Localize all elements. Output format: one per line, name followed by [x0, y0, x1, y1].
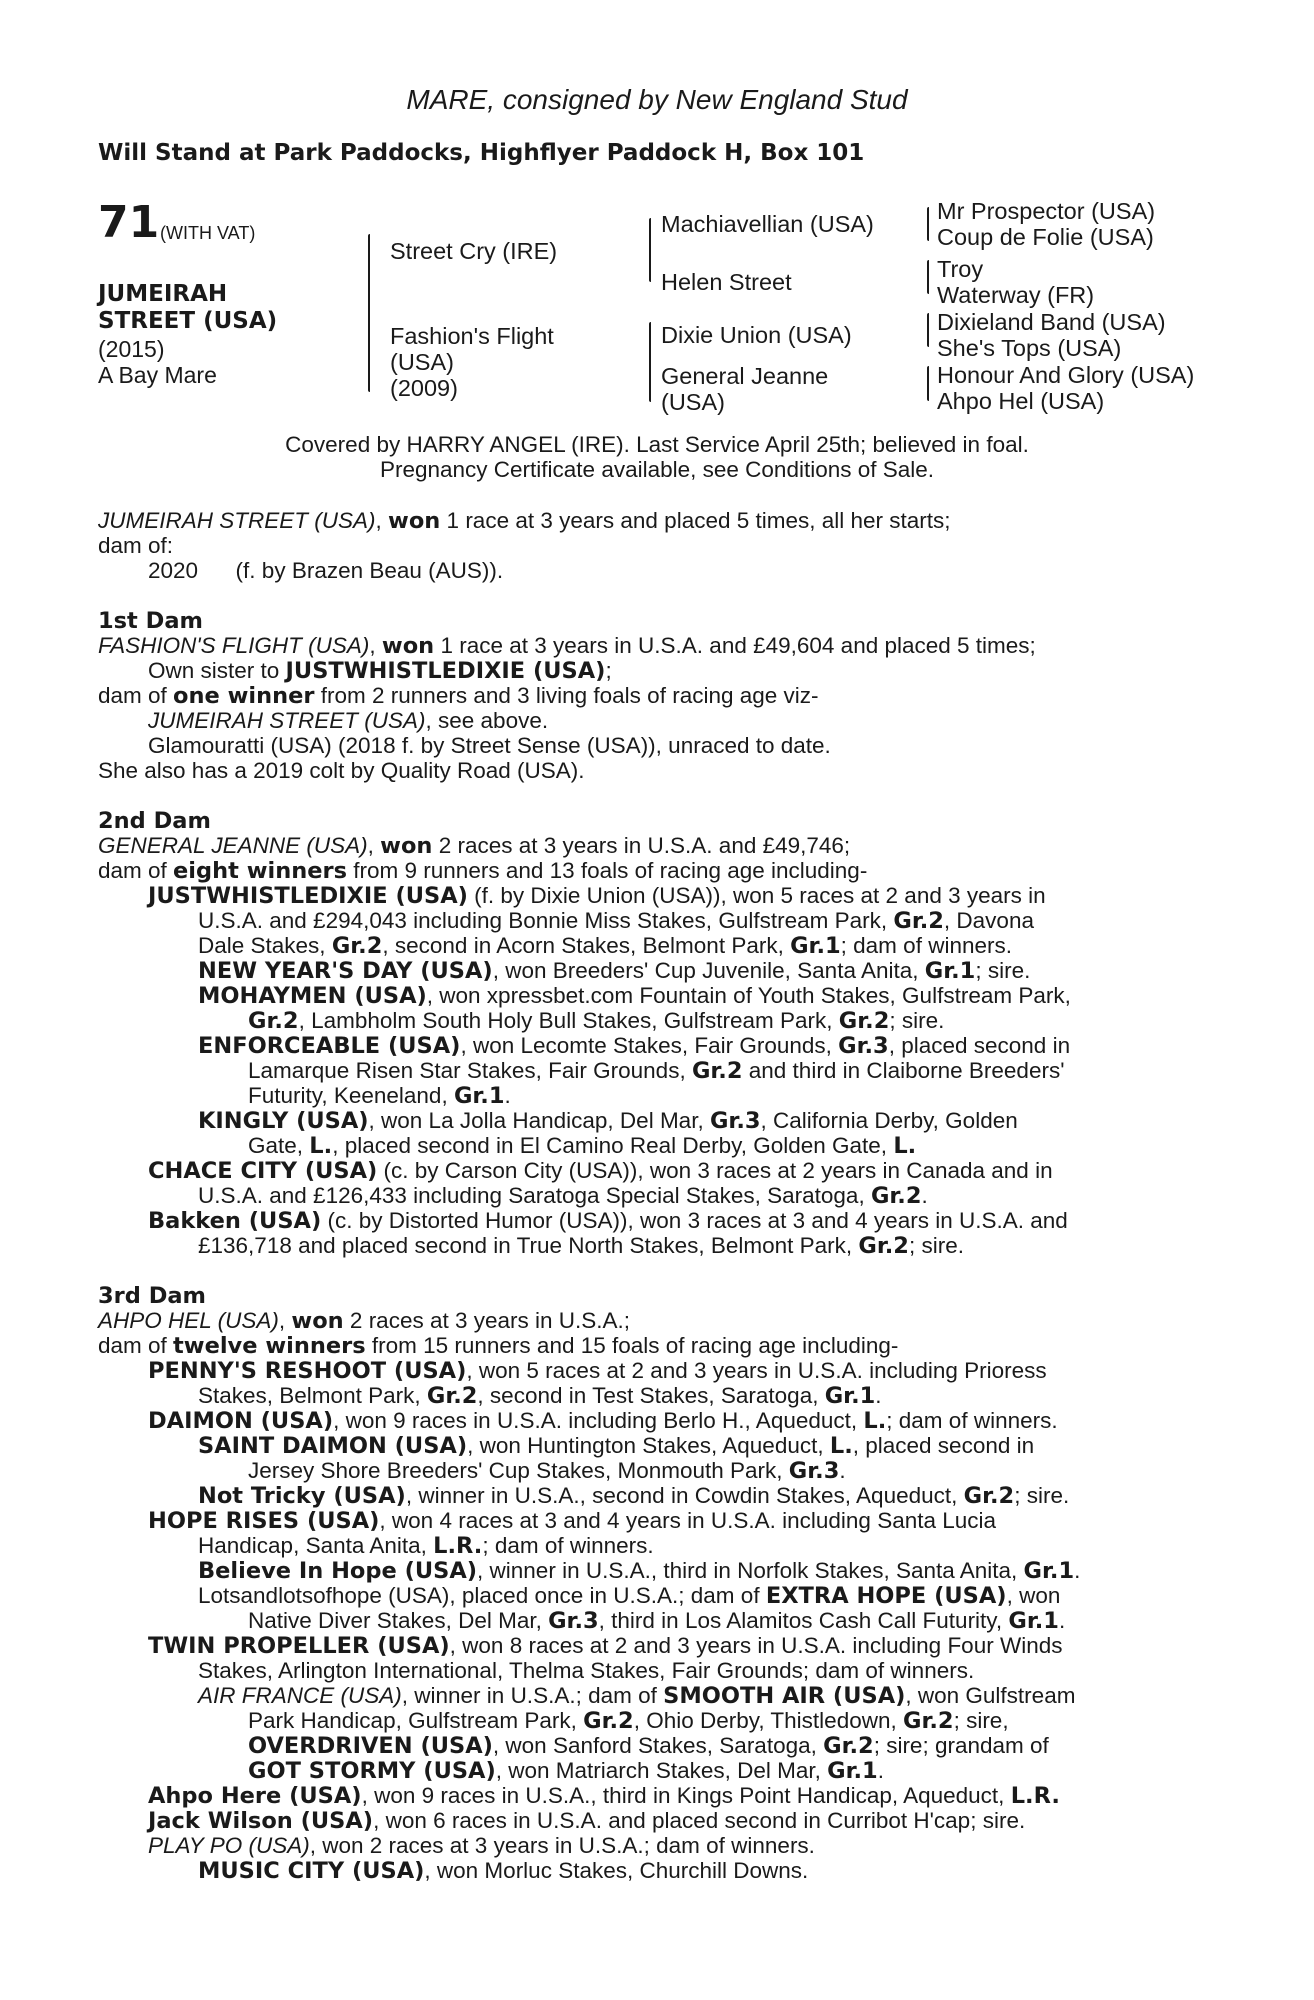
bold-text: L.R. — [433, 1533, 483, 1559]
text-segment: (c. by Carson City (USA)), won 3 races at 2 years in Canada and in — [377, 1158, 1053, 1183]
text-segment: . — [1058, 1608, 1066, 1633]
pedigree-brace-g5 — [927, 313, 929, 330]
text-segment: , second in Acorn Stakes, Belmont Park, — [382, 933, 791, 958]
text-segment: , — [278, 1308, 292, 1333]
body-line — [198, 1483, 1069, 1509]
pedigree-brace-dam-sire — [649, 322, 651, 362]
body-line — [198, 1858, 808, 1884]
text-segment: U.S.A. and £294,043 including Bonnie Miss Stakes, Gulfstream Park, — [198, 908, 894, 933]
body-line — [248, 1133, 916, 1159]
bold-text: PENNY'S RESHOOT (USA) — [148, 1358, 467, 1384]
bold-text: 2nd Dam — [98, 808, 211, 834]
bold-text: Gr.2 — [426, 1383, 478, 1409]
text-segment: , winner in U.S.A., third in Norfolk Stakes, Santa Anita, — [477, 1558, 1024, 1583]
pedigree-g8: Ahpo Hel (USA) — [937, 388, 1105, 414]
text-segment: Gate, — [248, 1133, 310, 1158]
pedigree-brace-dam — [368, 314, 370, 392]
body-line — [98, 533, 173, 558]
text-segment: . — [504, 1083, 511, 1108]
text-segment: , won Gulfstream — [905, 1683, 1076, 1708]
text-segment: , won 5 races at 2 and 3 years in U.S.A. including Prioress — [466, 1358, 1047, 1383]
lot-name-line2: STREET (USA) — [98, 308, 278, 334]
bold-text: Gr.2 — [248, 1008, 299, 1034]
text-segment: . — [921, 1183, 928, 1208]
text-segment: Dale Stakes, — [198, 933, 332, 958]
text-segment: and third in Claiborne Breeders' — [742, 1058, 1065, 1083]
italic-name: JUMEIRAH STREET (USA) — [98, 508, 376, 533]
text-segment: , placed second in — [888, 1033, 1071, 1058]
bold-text: L. — [863, 1408, 887, 1434]
text-segment: U.S.A. and £126,433 including Saratoga Special Stakes, Saratoga, — [198, 1183, 871, 1208]
bold-text: Gr.2 — [963, 1483, 1015, 1509]
text-segment: , placed second in — [852, 1433, 1035, 1458]
body-line — [148, 1158, 1053, 1184]
pedigree-brace-sire-sire — [649, 218, 651, 246]
text-segment: ; sire. — [908, 1233, 964, 1258]
text-segment: dam of: — [98, 533, 174, 558]
lot-name-line1: JUMEIRAH — [98, 281, 228, 307]
text-segment: dam of — [98, 1333, 174, 1358]
italic-name: FASHION'S FLIGHT (USA) — [98, 633, 370, 658]
bold-text: L.R. — [1010, 1783, 1060, 1809]
body-line — [248, 1608, 1065, 1634]
text-segment: Stakes, Arlington International, Thelma Stakes, Fair Grounds; dam of winners. — [198, 1658, 975, 1683]
bold-text: Gr.2 — [838, 1008, 890, 1034]
italic-name: PLAY PO (USA) — [148, 1833, 310, 1858]
text-segment: , won La Jolla Handicap, Del Mar, — [368, 1108, 710, 1133]
pedigree-brace-sire — [368, 234, 370, 314]
text-segment: dam of — [98, 683, 174, 708]
body-line — [148, 708, 548, 733]
pedigree-dam-line2: (USA) — [390, 349, 454, 375]
text-segment: , won 2 races at 3 years in U.S.A.; dam of winners. — [309, 1833, 815, 1858]
body-line — [98, 1333, 898, 1359]
body-line — [148, 1408, 1058, 1434]
text-segment: Lotsandlotsofhope (USA), placed once in U.S.A.; dam of — [198, 1583, 766, 1608]
body-line — [198, 1383, 882, 1409]
body-line — [198, 1233, 964, 1259]
text-segment: , won Sanford Stakes, Saratoga, — [492, 1733, 824, 1758]
body-line — [148, 1633, 1062, 1659]
pedigree-brace-g6 — [927, 330, 929, 347]
text-segment: , won Matriarch Stakes, Del Mar, — [495, 1758, 828, 1783]
pedigree-sire-sire: Machiavellian (USA) — [661, 211, 874, 237]
text-segment: , won 9 races in U.S.A., third in Kings Point Handicap, Aqueduct, — [361, 1783, 1011, 1808]
pedigree-brace-g4 — [927, 277, 929, 294]
text-segment: . — [875, 1383, 882, 1408]
body-line — [248, 1008, 944, 1034]
text-segment: ; sire. — [1014, 1483, 1070, 1508]
text-segment: from 9 runners and 13 foals of racing age including- — [347, 858, 868, 883]
body-line — [198, 1683, 1075, 1709]
text-segment: Jersey Shore Breeders' Cup Stakes, Monmouth Park, — [248, 1458, 789, 1483]
bold-text: KINGLY (USA) — [198, 1108, 369, 1134]
bold-text: TWIN PROPELLER (USA) — [148, 1633, 450, 1659]
text-segment: 1 race at 3 years and placed 5 times, all her starts; — [440, 508, 951, 533]
body-line — [148, 883, 1046, 909]
body-line — [148, 1208, 1068, 1234]
text-segment: (c. by Distorted Humor (USA)), won 3 races at 3 and 4 years in U.S.A. and — [321, 1208, 1068, 1233]
text-segment: , won Lecomte Stakes, Fair Grounds, — [460, 1033, 839, 1058]
pedigree-g1: Mr Prospector (USA) — [937, 198, 1156, 224]
text-segment: , California Derby, Golden — [760, 1108, 1018, 1133]
text-segment: , — [375, 508, 389, 533]
body-line — [248, 1708, 1009, 1734]
pedigree-brace-g7 — [927, 366, 929, 384]
pedigree-g3: Troy — [937, 256, 984, 282]
body-line — [98, 808, 211, 834]
bold-text: JUSTWHISTLEDIXIE (USA) — [148, 883, 468, 909]
bold-text: Gr.3 — [709, 1108, 761, 1134]
bold-text: Jack Wilson (USA) — [148, 1808, 374, 1834]
body-line — [148, 1808, 1025, 1834]
body-line — [148, 558, 503, 583]
bold-text: Gr.3 — [788, 1458, 840, 1484]
lot-description: A Bay Mare — [98, 362, 217, 388]
text-segment: ; sire. — [975, 958, 1031, 983]
text-segment: ; — [605, 658, 612, 683]
text-segment: 1 race at 3 years in U.S.A. and £49,604 and placed 5 times; — [434, 633, 1036, 658]
bold-text: Gr.2 — [331, 933, 383, 959]
italic-name: AIR FRANCE (USA) — [198, 1683, 402, 1708]
body-line — [198, 1433, 1034, 1459]
pedigree-g5: Dixieland Band (USA) — [937, 309, 1166, 335]
pedigree-brace-g2 — [927, 224, 929, 241]
pedigree-sire-dam: Helen Street — [661, 269, 792, 295]
pedigree-dam-line1: Fashion's Flight — [390, 323, 554, 349]
text-segment: , — [367, 833, 381, 858]
pedigree-g2: Coup de Folie (USA) — [937, 224, 1154, 250]
body-line — [198, 908, 1034, 934]
text-segment: ; sire. — [889, 1008, 945, 1033]
pedigree-dam-sire: Dixie Union (USA) — [661, 322, 852, 348]
covering-line1: Covered by HARRY ANGEL (IRE). Last Service April 25th; believed in foal. — [285, 432, 1029, 457]
italic-name: JUMEIRAH STREET (USA) — [148, 708, 426, 733]
body-line — [98, 1283, 206, 1309]
bold-text: MUSIC CITY (USA) — [198, 1858, 425, 1884]
pedigree-sire: Street Cry (IRE) — [390, 238, 558, 264]
bold-text: SAINT DAIMON (USA) — [198, 1433, 468, 1459]
text-segment: ; sire; grandam of — [873, 1733, 1049, 1758]
text-segment: , placed second in El Camino Real Derby, Golden Gate, — [332, 1133, 894, 1158]
body-line — [98, 508, 951, 534]
pedigree-g6: She's Tops (USA) — [937, 335, 1122, 361]
body-line — [98, 1308, 630, 1334]
pedigree-brace-g8 — [927, 384, 929, 401]
bold-text: eight winners — [173, 858, 348, 884]
pedigree-dam-dam-line2: (USA) — [661, 389, 725, 415]
bold-text: one winner — [173, 683, 315, 709]
bold-text: MOHAYMEN (USA) — [198, 983, 427, 1009]
bold-text: Ahpo Here (USA) — [148, 1783, 362, 1809]
body-line — [98, 833, 850, 859]
text-segment: , Ohio Derby, Thistledown, — [633, 1708, 903, 1733]
bold-text: Bakken (USA) — [148, 1208, 322, 1234]
bold-text: EXTRA HOPE (USA) — [765, 1583, 1007, 1609]
bold-text: won — [380, 833, 433, 859]
bold-text: NEW YEAR'S DAY (USA) — [198, 958, 493, 984]
bold-text: L. — [829, 1433, 853, 1459]
bold-text: Gr.1 — [790, 933, 841, 959]
bold-text: GOT STORMY (USA) — [248, 1758, 496, 1784]
text-segment: 2020 (f. by Brazen Beau (AUS)). — [148, 558, 504, 583]
bold-text: OVERDRIVEN (USA) — [248, 1733, 493, 1759]
bold-text: L. — [309, 1133, 333, 1159]
italic-name: GENERAL JEANNE (USA) — [98, 833, 368, 858]
text-segment: . — [839, 1458, 846, 1483]
bold-text: won — [291, 1308, 344, 1334]
body-line — [148, 1508, 996, 1534]
pedigree-dam-dam-line1: General Jeanne — [661, 363, 829, 389]
pedigree-brace-g3 — [927, 260, 929, 277]
body-line — [148, 733, 831, 758]
bold-text: HOPE RISES (USA) — [148, 1508, 380, 1534]
text-segment: ; dam of winners. — [886, 1408, 1058, 1433]
body-line — [98, 758, 585, 783]
bold-text: Gr.1 — [1023, 1558, 1075, 1584]
bold-text: 1st Dam — [98, 608, 203, 634]
body-line — [198, 1658, 974, 1683]
location-line: Will Stand at Park Paddocks, Highflyer Paddock H, Box 101 — [98, 140, 865, 166]
bold-text: Not Tricky (USA) — [198, 1483, 406, 1509]
text-segment: ; dam of winners. — [482, 1533, 654, 1558]
text-segment: She also has a 2019 colt by Quality Road (USA). — [98, 758, 585, 783]
text-segment: , won 8 races at 2 and 3 years in U.S.A. including Four Winds — [449, 1633, 1063, 1658]
text-segment: Glamouratti (USA) (2018 f. by Street Sense (USA)), unraced to date. — [148, 733, 831, 758]
text-segment: Lamarque Risen Star Stakes, Fair Grounds, — [248, 1058, 692, 1083]
body-line — [198, 1583, 1060, 1609]
text-segment: , won 9 races in U.S.A. including Berlo H., Aqueduct, — [333, 1408, 864, 1433]
text-segment: (f. by Dixie Union (USA)), won 5 races at 2 and 3 years in — [467, 883, 1046, 908]
body-line — [198, 933, 1012, 959]
text-segment: . — [877, 1758, 884, 1783]
bold-text: Believe In Hope (USA) — [198, 1558, 478, 1584]
bold-text: Gr.2 — [893, 908, 944, 934]
text-segment: , won 6 races in U.S.A. and placed second in Curribot H'cap; sire. — [373, 1808, 1026, 1833]
text-segment: , winner in U.S.A.; dam of — [401, 1683, 664, 1708]
body-line — [198, 1108, 1018, 1134]
text-segment: from 15 runners and 15 foals of racing age including- — [365, 1333, 899, 1358]
body-line — [98, 683, 819, 709]
bold-text: ENFORCEABLE (USA) — [198, 1033, 461, 1059]
bold-text: L. — [893, 1133, 917, 1159]
pedigree-g4: Waterway (FR) — [937, 282, 1095, 308]
text-segment: , winner in U.S.A., second in Cowdin Stakes, Aqueduct, — [405, 1483, 964, 1508]
pedigree-brace-sire-dam — [649, 246, 651, 282]
text-segment: , Davona — [943, 908, 1034, 933]
text-segment: £136,718 and placed second in True North Stakes, Belmont Park, — [198, 1233, 859, 1258]
bold-text: Gr.2 — [858, 1233, 909, 1259]
text-segment: , won Huntington Stakes, Aqueduct, — [467, 1433, 830, 1458]
bold-text: Gr.1 — [453, 1083, 505, 1109]
body-line — [98, 608, 203, 634]
text-segment: Own sister to — [148, 658, 286, 683]
italic-name: AHPO HEL (USA) — [98, 1308, 279, 1333]
bold-text: DAIMON (USA) — [148, 1408, 334, 1434]
text-segment: Handicap, Santa Anita, — [198, 1533, 434, 1558]
text-segment: , third in Los Alamitos Cash Call Futurity, — [598, 1608, 1009, 1633]
text-segment: , see above. — [425, 708, 549, 733]
body-line — [148, 1783, 1060, 1809]
bold-text: won — [381, 633, 435, 659]
body-line — [248, 1758, 884, 1784]
body-line — [198, 1183, 928, 1209]
bold-text: CHACE CITY (USA) — [148, 1158, 378, 1184]
body-line — [148, 658, 612, 684]
bold-text: Gr.2 — [903, 1708, 954, 1734]
bold-text: Gr.2 — [583, 1708, 634, 1734]
pedigree-g7: Honour And Glory (USA) — [937, 362, 1195, 388]
lot-number: 71 — [98, 197, 160, 248]
text-segment: dam of — [98, 858, 174, 883]
body-line — [98, 858, 867, 884]
body-line — [248, 1083, 511, 1109]
body-line — [148, 1358, 1047, 1384]
body-line — [198, 1033, 1070, 1059]
bold-text: Gr.1 — [1008, 1608, 1059, 1634]
text-segment: , won Breeders' Cup Juvenile, Santa Anita, — [492, 958, 925, 983]
bold-text: won — [388, 508, 441, 534]
bold-text: Gr.3 — [838, 1033, 889, 1059]
text-segment: 2 races at 3 years in U.S.A. and £49,746; — [432, 833, 851, 858]
text-segment: ; sire, — [953, 1708, 1009, 1733]
body-line — [248, 1733, 1049, 1759]
body-line — [248, 1458, 846, 1484]
text-segment: , won xpressbet.com Fountain of Youth Stakes, Gulfstream Park, — [426, 983, 1071, 1008]
pedigree-brace-g1 — [927, 207, 929, 224]
text-segment: Stakes, Belmont Park, — [198, 1383, 427, 1408]
text-segment: 2 races at 3 years in U.S.A.; — [343, 1308, 631, 1333]
bold-text: JUSTWHISTLEDIXIE (USA) — [285, 658, 606, 684]
body-line — [148, 1833, 815, 1858]
bold-text: SMOOTH AIR (USA) — [663, 1683, 906, 1709]
body-line — [98, 633, 1036, 659]
bold-text: Gr.1 — [924, 958, 976, 984]
text-segment: , — [369, 633, 382, 658]
lot-year: (2015) — [98, 336, 165, 362]
body-line — [198, 958, 1030, 984]
text-segment: Park Handicap, Gulfstream Park, — [248, 1708, 584, 1733]
pedigree-brace-dam-dam — [649, 362, 651, 402]
pedigree-dam-line3: (2009) — [390, 375, 458, 401]
text-segment: , won Morluc Stakes, Churchill Downs. — [424, 1858, 809, 1883]
bold-text: twelve winners — [173, 1333, 366, 1359]
text-segment: , won — [1006, 1583, 1061, 1608]
bold-text: Gr.1 — [824, 1383, 876, 1409]
bold-text: Gr.2 — [823, 1733, 874, 1759]
text-segment: , Lambholm South Holy Bull Stakes, Gulfstream Park, — [298, 1008, 839, 1033]
bold-text: Gr.2 — [691, 1058, 743, 1084]
body-line — [198, 983, 1071, 1009]
covering-line2: Pregnancy Certificate available, see Conditions of Sale. — [379, 457, 935, 482]
bold-text: Gr.3 — [548, 1608, 599, 1634]
body-line — [198, 1533, 654, 1559]
bold-text: Gr.2 — [870, 1183, 922, 1209]
text-segment: ; dam of winners. — [840, 933, 1012, 958]
bold-text: 3rd Dam — [98, 1283, 206, 1309]
text-segment: , second in Test Stakes, Saratoga, — [477, 1383, 825, 1408]
text-segment: Native Diver Stakes, Del Mar, — [248, 1608, 549, 1633]
text-segment: Futurity, Keeneland, — [248, 1083, 454, 1108]
consignor-line: MARE, consigned by New England Stud — [406, 84, 908, 115]
text-segment: . — [1074, 1558, 1081, 1583]
vat-label: (WITH VAT) — [160, 223, 256, 243]
body-line — [198, 1558, 1080, 1584]
body-line — [248, 1058, 1065, 1084]
bold-text: Gr.1 — [827, 1758, 878, 1784]
text-segment: from 2 runners and 3 living foals of racing age viz- — [314, 683, 819, 708]
text-segment: , won 4 races at 3 and 4 years in U.S.A. including Santa Lucia — [379, 1508, 997, 1533]
